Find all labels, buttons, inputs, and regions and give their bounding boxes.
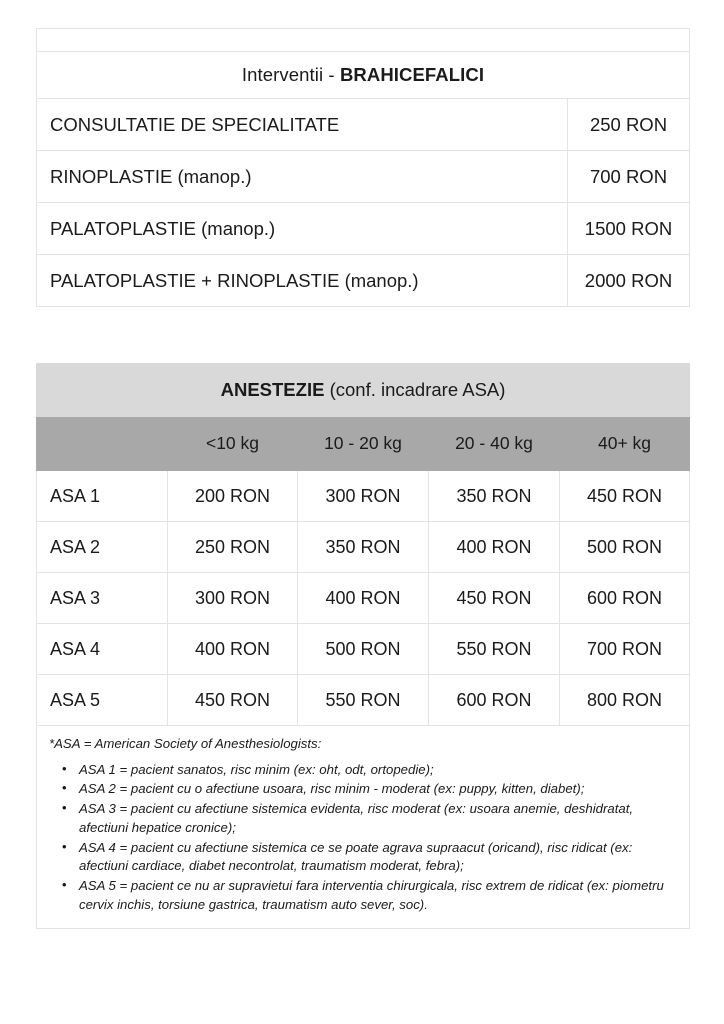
interventii-table-body bbox=[37, 29, 690, 307]
asa-class-label: ASA 5 bbox=[37, 675, 168, 726]
anestezie-title-emphasis: ANESTEZIE bbox=[220, 379, 325, 400]
anestezie-title bbox=[37, 364, 690, 417]
list-item: • ASA 2 = pacient cu o afectiune usoara, risc minim - moderat (ex: puppy, kitten, diabet); bbox=[79, 780, 673, 799]
asa-price: 450 RON bbox=[560, 471, 690, 522]
service-name: RINOPLASTIE (manop.) bbox=[37, 151, 568, 203]
asa-price: 550 RON bbox=[298, 675, 429, 726]
asa-class-label: ASA 4 bbox=[37, 624, 168, 675]
table-row bbox=[37, 255, 690, 307]
column-header-blank bbox=[37, 417, 168, 471]
table-row bbox=[37, 675, 690, 726]
service-name: PALATOPLASTIE + RINOPLASTIE (manop.) bbox=[37, 255, 568, 307]
asa-price: 350 RON bbox=[298, 522, 429, 573]
service-price: 250 RON bbox=[568, 99, 690, 151]
list-item: • ASA 3 = pacient cu afectiune sistemica evidenta, risc moderat (ex: usoara anemie, deshidratat, afectiuni hepatice cronice); bbox=[79, 800, 673, 837]
service-name: PALATOPLASTIE (manop.) bbox=[37, 203, 568, 255]
anestezie-column-header-row bbox=[37, 417, 690, 471]
asa-price: 300 RON bbox=[298, 471, 429, 522]
asa-price: 450 RON bbox=[429, 573, 560, 624]
interventii-title-emphasis: BRAHICEFALICI bbox=[339, 64, 485, 85]
service-price: 2000 RON bbox=[568, 255, 690, 307]
interventii-title bbox=[37, 52, 690, 99]
asa-price: 700 RON bbox=[560, 624, 690, 675]
interventii-title-prefix: Interventii - bbox=[241, 64, 340, 85]
interventii-table bbox=[36, 28, 690, 307]
asa-price: 600 RON bbox=[429, 675, 560, 726]
table-row bbox=[37, 624, 690, 675]
asa-price: 600 RON bbox=[560, 573, 690, 624]
column-header-weight-4: 40+ kg bbox=[560, 417, 690, 471]
list-item: • ASA 4 = pacient cu afectiune sistemica ce se poate agrava supraacut (oricand), risc ridicat (ex: afectiuni cardiace, diabet necontrolat, traumatism moderat, febra); bbox=[79, 839, 673, 876]
asa-price: 400 RON bbox=[168, 624, 298, 675]
anestezie-table bbox=[36, 363, 690, 929]
table-top-partial-cell bbox=[37, 29, 690, 52]
table-row bbox=[37, 203, 690, 255]
asa-price: 350 RON bbox=[429, 471, 560, 522]
table-top-partial-row bbox=[37, 29, 690, 52]
column-header-weight-1: <10 kg bbox=[168, 417, 298, 471]
service-price: 700 RON bbox=[568, 151, 690, 203]
table-row bbox=[37, 573, 690, 624]
asa-price: 450 RON bbox=[168, 675, 298, 726]
asa-class-label: ASA 1 bbox=[37, 471, 168, 522]
table-row bbox=[37, 99, 690, 151]
table-row bbox=[37, 522, 690, 573]
footnote-list bbox=[49, 761, 673, 915]
service-name: CONSULTATIE DE SPECIALITATE bbox=[37, 99, 568, 151]
asa-price: 500 RON bbox=[560, 522, 690, 573]
table-row bbox=[37, 471, 690, 522]
asa-price: 550 RON bbox=[429, 624, 560, 675]
column-header-weight-3: 20 - 40 kg bbox=[429, 417, 560, 471]
asa-price: 300 RON bbox=[168, 573, 298, 624]
anestezie-title-suffix: (conf. incadrare ASA) bbox=[324, 379, 506, 400]
asa-class-label: ASA 3 bbox=[37, 573, 168, 624]
asa-price: 400 RON bbox=[429, 522, 560, 573]
asa-price: 200 RON bbox=[168, 471, 298, 522]
asa-price: 500 RON bbox=[298, 624, 429, 675]
anestezie-table-body bbox=[37, 364, 690, 929]
asa-footnote bbox=[37, 726, 690, 929]
anestezie-title-row bbox=[37, 364, 690, 417]
list-item: • ASA 5 = pacient ce nu ar supravietui fara interventia chirurgicala, risc extrem de ridicat (ex: piometru cervix inchis, torsiune gastrica, traumatism auto sever, soc). bbox=[79, 877, 673, 914]
list-item: • ASA 1 = pacient sanatos, risc minim (ex: oht, odt, ortopedie); bbox=[79, 761, 673, 780]
table-separator bbox=[36, 307, 690, 363]
asa-price: 800 RON bbox=[560, 675, 690, 726]
asa-price: 400 RON bbox=[298, 573, 429, 624]
asa-price: 250 RON bbox=[168, 522, 298, 573]
service-price: 1500 RON bbox=[568, 203, 690, 255]
asa-class-label: ASA 2 bbox=[37, 522, 168, 573]
interventii-title-row bbox=[37, 52, 690, 99]
footnote-heading: *ASA = American Society of Anesthesiologists: bbox=[49, 736, 322, 751]
column-header-weight-2: 10 - 20 kg bbox=[298, 417, 429, 471]
table-row bbox=[37, 151, 690, 203]
footnote-row bbox=[37, 726, 690, 929]
